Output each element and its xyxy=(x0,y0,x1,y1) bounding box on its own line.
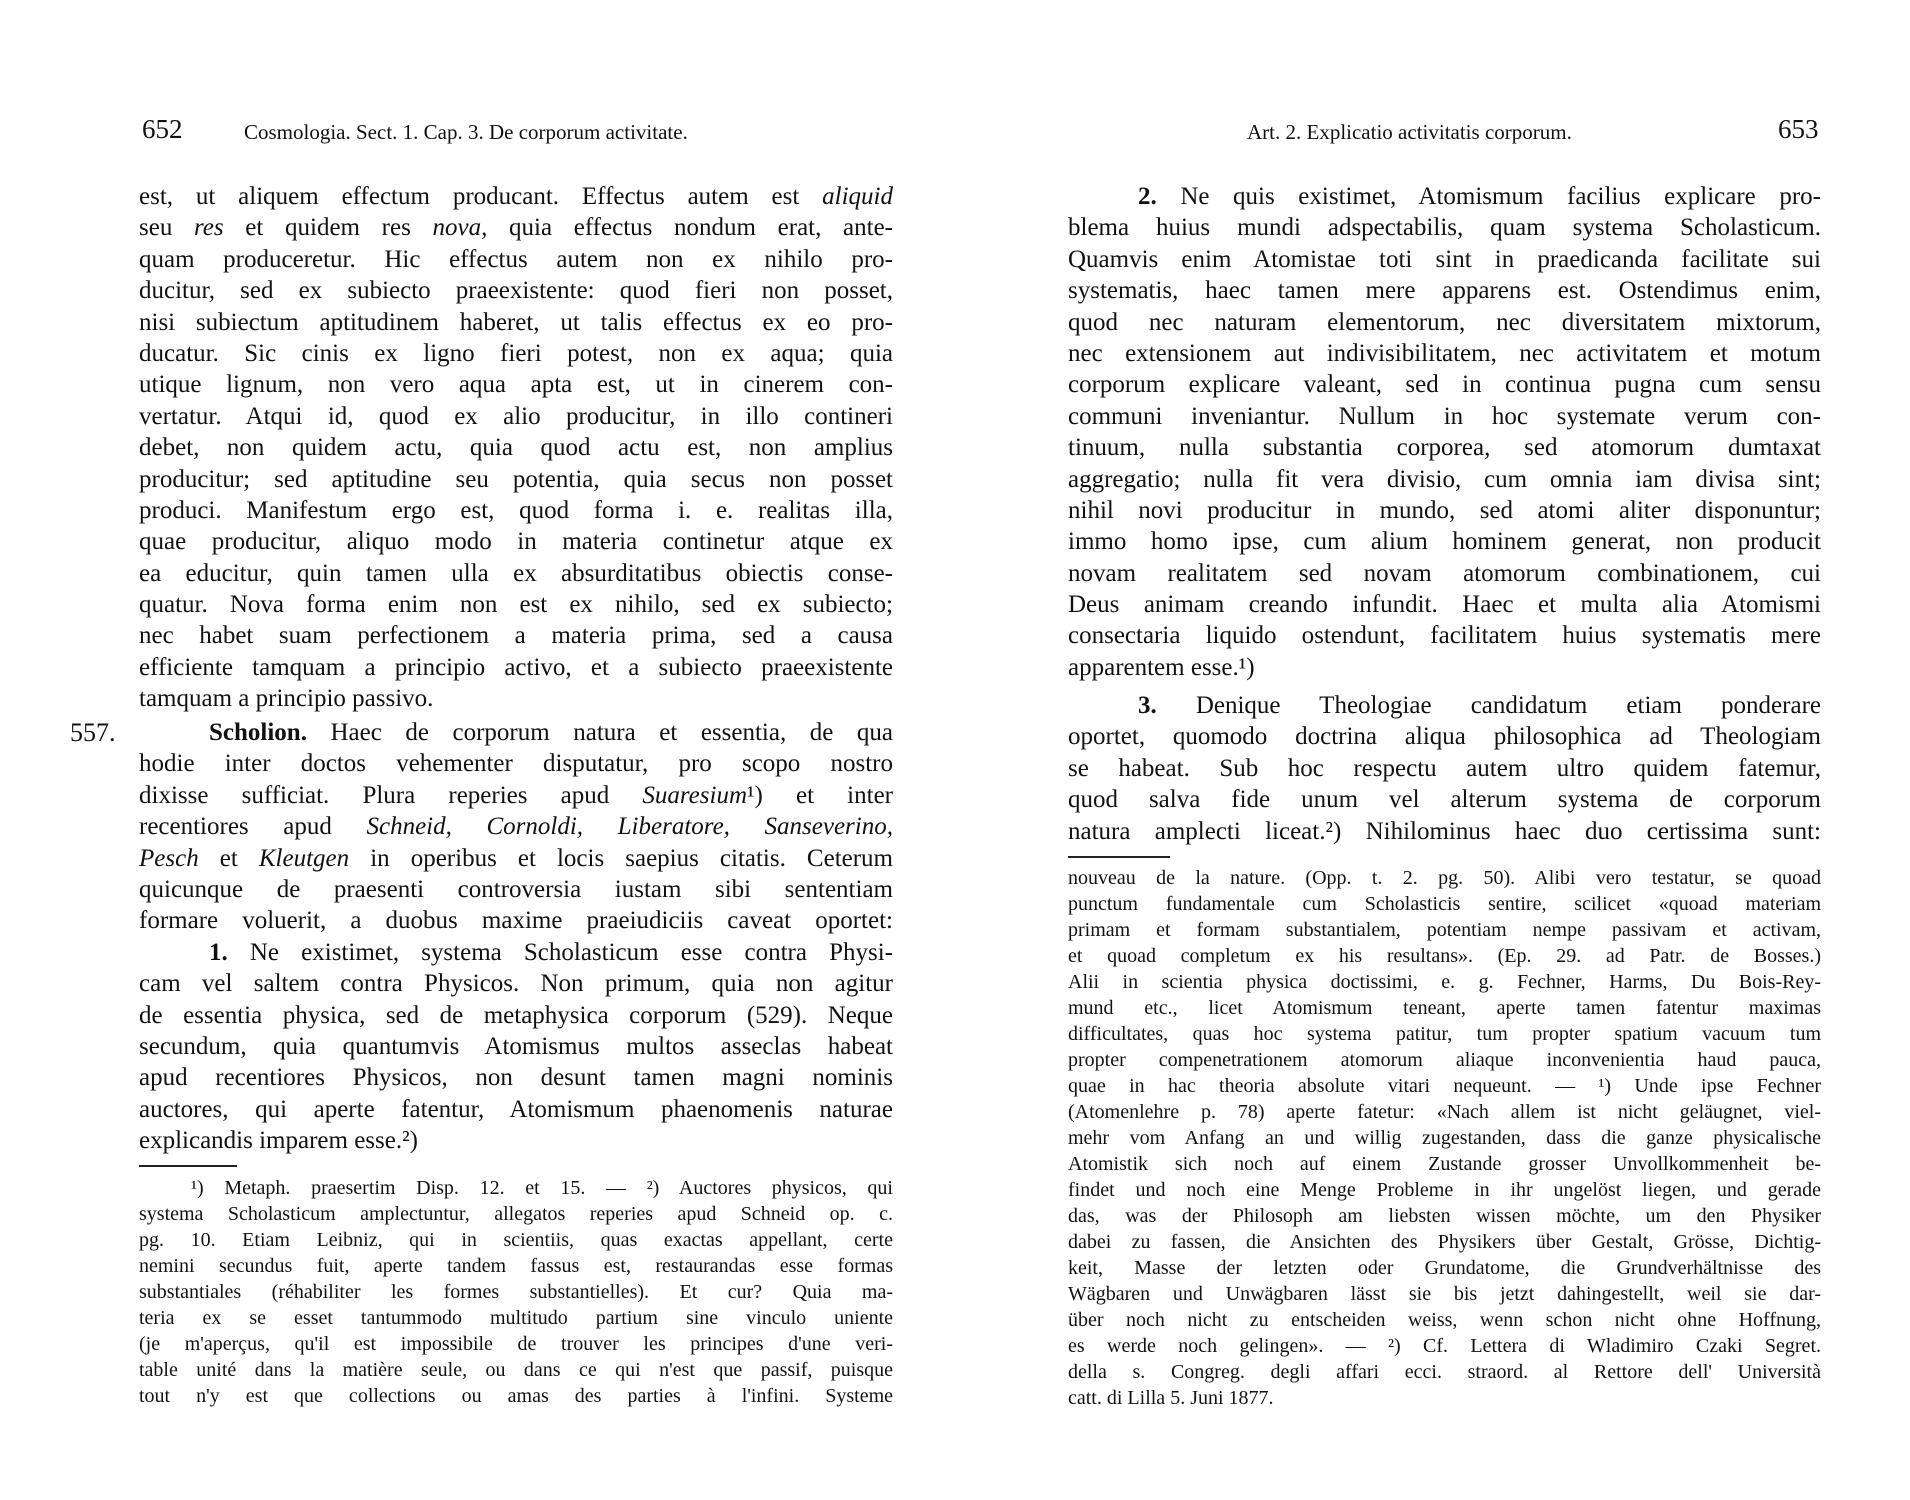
text-span: quae producitur, aliquo modo in materia continetur atque ex xyxy=(139,528,893,556)
text-line xyxy=(139,652,893,683)
text-line xyxy=(1068,212,1821,243)
footnote-rule xyxy=(139,1165,237,1167)
text-line xyxy=(1068,652,1821,683)
text-span: Atomistik sich noch auf einem Zustande grosser Unvollkommenheit be- xyxy=(1068,1153,1821,1175)
text-line xyxy=(139,589,893,620)
bold-text: 1. xyxy=(209,938,228,966)
text-span: tinuum, nulla substantia corporea, sed atomorum dumtaxat xyxy=(1068,434,1821,462)
text-span: secundum, quia quantumvis Atomismus multos asseclas habeat xyxy=(139,1032,893,1060)
text-span: et quidem res xyxy=(223,214,433,242)
text-span: della s. Congreg. degli affari ecci. straord. al Rettore dell' Università xyxy=(1068,1361,1821,1383)
text-line xyxy=(1068,275,1821,306)
text-span: corporum explicare valeant, sed in continua pugna cum sensu xyxy=(1068,371,1821,399)
text-span: pg. 10. Etiam Leibniz, qui in scientiis, quas exactas appellant, certe xyxy=(139,1229,893,1251)
text-span: hodie inter doctos vehementer disputatur, pro scopo nostro xyxy=(139,750,893,778)
text-line xyxy=(1068,865,1821,891)
text-span: systematis, haec tamen mere apparens est. Ostendimus enim, xyxy=(1068,277,1821,305)
margin-paragraph-number: 557. xyxy=(70,718,116,747)
text-span: quod nec naturam elementorum, nec diversitatem mixtorum, xyxy=(1068,308,1821,336)
text-line xyxy=(1068,307,1821,338)
text-line xyxy=(1068,816,1821,847)
text-line xyxy=(1068,891,1821,917)
text-line xyxy=(1068,1307,1821,1333)
text-line xyxy=(139,683,893,714)
text-line xyxy=(1068,1073,1821,1099)
text-span: Deus animam creando infundit. Haec et multa alia Atomismi xyxy=(1068,591,1821,619)
text-span: dixisse sufficiat. Plura reperies apud xyxy=(139,781,643,809)
bold-text: 3. xyxy=(1138,692,1157,719)
text-span: quae in hac theoria absolute vitari nequeunt. — ¹) Unde ipse Fechner xyxy=(1068,1075,1821,1097)
bold-text: Scholion. xyxy=(209,719,307,746)
text-line xyxy=(139,1253,893,1279)
body-text xyxy=(1068,181,1821,683)
page-number: 653 xyxy=(1778,114,1819,144)
text-line xyxy=(1068,917,1821,943)
text-span: table unité dans la matière seule, ou dans ce qui n'est que passif, puisque xyxy=(139,1359,893,1381)
text-span: es werde noch gelingen». — ²) Cf. Lettera di Wladimiro Czaki Segret. xyxy=(1068,1335,1821,1357)
text-span: tamquam a principio passivo. xyxy=(139,685,434,713)
body-text xyxy=(139,717,893,1156)
text-line xyxy=(1068,1229,1821,1255)
text-span: Ne quis existimet, Atomismum facilius explicare pro- xyxy=(1156,183,1821,210)
text-span: quatur. Nova forma enim non est ex nihilo, sed ex subiecto; xyxy=(139,591,893,619)
text-span: apud recentiores Physicos, non desunt tamen magni nominis xyxy=(139,1064,893,1092)
text-span: blema huius mundi adspectabilis, quam systema Scholasticum. xyxy=(1068,214,1821,242)
text-line xyxy=(139,526,893,557)
text-span: propter compenetrationem atomorum aliaque inconvenientia haud pauca, xyxy=(1068,1049,1821,1071)
text-span: keit, Masse der letzten oder Grundatome, die Grundverhältnisse des xyxy=(1068,1257,1821,1279)
text-span: ¹) Metaph. praesertim Disp. 12. et 15. — ²) Auctores physicos, qui xyxy=(191,1177,893,1199)
running-head: Cosmologia. Sect. 1. Cap. 3. De corporum activitate. xyxy=(244,120,688,144)
italic-text: Kleutgen xyxy=(258,844,350,872)
text-span: formare voluerit, a duobus maxime praeiudiciis caveat oportet: xyxy=(139,907,893,935)
text-line xyxy=(139,1125,893,1156)
text-span: Haec de corporum natura et essentia, de qua xyxy=(306,719,893,746)
text-line xyxy=(139,307,893,338)
text-span: communi inveniantur. Nullum in hoc systemate verum con- xyxy=(1068,402,1821,430)
text-line xyxy=(1068,369,1821,400)
text-line xyxy=(1068,1255,1821,1281)
text-line xyxy=(139,338,893,369)
text-line xyxy=(139,1000,893,1031)
text-line xyxy=(1068,690,1821,721)
text-line xyxy=(1068,495,1821,526)
text-line xyxy=(1068,526,1821,557)
text-line xyxy=(139,369,893,400)
text-line xyxy=(1068,1333,1821,1359)
text-line xyxy=(139,401,893,432)
italic-text: nova, xyxy=(432,214,488,242)
text-span: seu xyxy=(139,214,194,242)
text-line xyxy=(139,1383,893,1409)
text-line xyxy=(1068,721,1821,752)
text-line xyxy=(1068,620,1821,651)
text-span: quicunque de praesenti controversia iustam sibi sententiam xyxy=(139,875,893,903)
text-line xyxy=(1068,969,1821,995)
text-span: difficultates, quas hoc systema patitur, tum propter spatium vacuum tum xyxy=(1068,1023,1821,1045)
text-span: ¹) et inter xyxy=(747,781,893,809)
text-span: tout n'y est que collections ou amas des parties à l'infini. Systeme xyxy=(139,1385,893,1407)
text-span: mehr vom Anfang an und willig zugestanden, dass die ganze physicalische xyxy=(1068,1127,1821,1149)
text-span: nihil novi producitur in mundo, sed atomi aliter disponuntur; xyxy=(1068,496,1821,524)
text-span: Ne existimet, systema Scholasticum esse contra Physi- xyxy=(227,938,893,966)
text-line xyxy=(139,874,893,905)
text-span: in operibus et locis saepius citatis. Ceterum xyxy=(349,844,893,872)
text-line xyxy=(139,464,893,495)
text-span: Quamvis enim Atomistae toti sint in praedicanda facilitate sui xyxy=(1068,245,1821,273)
text-line xyxy=(139,212,893,243)
text-span: catt. di Lilla 5. Juni 1877. xyxy=(1068,1387,1274,1409)
text-line xyxy=(1068,558,1821,589)
bold-text: 2. xyxy=(1138,183,1157,210)
text-line xyxy=(1068,1047,1821,1073)
text-span: se habeat. Sub hoc respectu autem ultro quidem fatemur, xyxy=(1068,754,1821,782)
text-span: Wägbaren und Unwägbaren lässt sie bis jetzt dahingestellt, weil sie dar- xyxy=(1068,1283,1821,1305)
italic-text: Suaresium xyxy=(642,781,748,809)
text-span: nec extensionem aut indivisibilitatem, nec activitatem et motum xyxy=(1068,339,1821,367)
text-span: est, ut aliquem effectum producant. Effectus autem est xyxy=(139,183,823,210)
text-line xyxy=(139,1357,893,1383)
text-span: über noch nicht zu entscheiden weiss, wenn schon nicht ohne Hoffnung, xyxy=(1068,1309,1821,1331)
text-line xyxy=(139,1305,893,1331)
text-line xyxy=(139,1175,893,1201)
italic-text: Schneid, Cornoldi, Liberatore, Sanseverino, xyxy=(366,813,893,841)
text-line xyxy=(139,968,893,999)
text-span: Denique Theologiae candidatum etiam ponderare xyxy=(1156,692,1821,719)
body-text xyxy=(139,181,893,715)
text-span: de essentia physica, sed de metaphysica corporum (529). Neque xyxy=(139,1001,893,1029)
text-span: Alii in scientia physica doctissimi, e. g. Fechner, Harms, Du Bois-Rey- xyxy=(1068,971,1821,993)
text-span: (Atomenlehre p. 78) aperte fatetur: «Nach allem ist nicht geläugnet, viel- xyxy=(1068,1101,1821,1123)
text-line xyxy=(1068,995,1821,1021)
text-line xyxy=(139,937,893,968)
text-span: et xyxy=(198,844,259,872)
text-line xyxy=(139,843,893,874)
text-line xyxy=(1068,464,1821,495)
text-span: explicandis imparem esse.²) xyxy=(139,1127,418,1155)
text-span: producitur; sed aptitudine seu potentia, quia secus non posset xyxy=(139,465,893,493)
text-line xyxy=(1068,181,1821,212)
text-span: debet, non quidem actu, quia quod actu est, non amplius xyxy=(139,434,893,462)
text-line xyxy=(139,1279,893,1305)
text-span: (je m'aperçus, qu'il est impossibile de trouver les principes d'une veri- xyxy=(139,1333,893,1355)
text-span: dabei zu fassen, die Ansichten des Physikers über Gestalt, Grösse, Dichtig- xyxy=(1068,1231,1821,1253)
text-line xyxy=(1068,1125,1821,1151)
text-line xyxy=(139,1331,893,1357)
text-span: et quoad completum ex his resultans». (Ep. 29. ad Patr. de Bosses.) xyxy=(1068,945,1821,967)
text-line xyxy=(1068,1359,1821,1385)
text-span: das, was der Philosoph am liebsten wissen möchte, um den Physiker xyxy=(1068,1205,1821,1227)
text-span: natura amplecti liceat.²) Nihilominus haec duo certissima sunt: xyxy=(1068,817,1821,845)
text-span: systema Scholasticum amplectuntur, allegatos reperies apud Schneid op. c. xyxy=(139,1203,893,1225)
text-span: recentiores apud xyxy=(139,813,367,841)
text-line xyxy=(139,1094,893,1125)
text-line xyxy=(1068,1151,1821,1177)
text-span: punctum fundamentale cum Scholasticis sentire, scilicet «quoad materiam xyxy=(1068,893,1821,915)
italic-text: res xyxy=(194,214,224,242)
text-line xyxy=(139,717,893,748)
text-line xyxy=(139,181,893,212)
text-line xyxy=(139,811,893,842)
text-span: ducatur. Sic cinis ex ligno fieri potest, non ex aqua; quia xyxy=(139,339,893,367)
footnotes xyxy=(139,1175,893,1409)
text-span: apparentem esse.¹) xyxy=(1068,653,1255,681)
text-span: aggregatio; nulla fit vera divisio, cum omnia iam divisa sint; xyxy=(1068,465,1821,493)
text-line xyxy=(139,620,893,651)
body-text xyxy=(1068,690,1821,847)
text-span: quia effectus nondum erat, ante- xyxy=(487,214,893,242)
text-line xyxy=(139,748,893,779)
text-line xyxy=(139,1201,893,1227)
footnote-rule xyxy=(1068,856,1170,858)
text-span: produci. Manifestum ergo est, quod forma i. e. realitas illa, xyxy=(139,496,893,524)
text-span: cam vel saltem contra Physicos. Non primum, quia non agitur xyxy=(139,970,893,998)
running-head: Art. 2. Explicatio activitatis corporum. xyxy=(1247,120,1572,144)
text-span: quod salva fide unum vel alterum systema de corporum xyxy=(1068,786,1821,814)
text-line xyxy=(1068,589,1821,620)
text-line xyxy=(1068,244,1821,275)
text-span: ea educitur, quin tamen ulla ex absurditatibus obiectis conse- xyxy=(139,559,893,587)
text-line xyxy=(1068,401,1821,432)
text-span: mund etc., licet Atomismum teneant, aperte tamen fatentur maximas xyxy=(1068,997,1821,1019)
text-line xyxy=(1068,1177,1821,1203)
text-line xyxy=(139,1062,893,1093)
text-line xyxy=(139,244,893,275)
italic-text: Pesch xyxy=(139,844,199,872)
text-span: novam realitatem sed novam atomorum combinationem, cui xyxy=(1068,559,1821,587)
text-line xyxy=(1068,1385,1821,1411)
text-span: substantiales (réhabiliter les formes substantielles). Et cur? Quia ma- xyxy=(139,1281,893,1303)
text-line xyxy=(139,558,893,589)
text-span: immo homo ipse, cum alium hominem generat, non producit xyxy=(1068,528,1821,556)
text-span: utique lignum, non vero aqua apta est, ut in cinerem con- xyxy=(139,371,893,399)
text-span: findet und noch eine Menge Probleme in ihr ungelöst liegen, und gerade xyxy=(1068,1179,1821,1201)
text-line xyxy=(139,432,893,463)
text-span: quam produceretur. Hic effectus autem non ex nihilo pro- xyxy=(139,245,893,273)
text-line xyxy=(139,1227,893,1253)
text-line xyxy=(139,275,893,306)
text-line xyxy=(1068,1021,1821,1047)
text-line xyxy=(1068,753,1821,784)
text-line xyxy=(1068,432,1821,463)
text-line xyxy=(1068,1281,1821,1307)
text-line xyxy=(139,1031,893,1062)
text-line xyxy=(139,905,893,936)
text-span: teria ex se esset tantummodo multitudo partium sine vinculo uniente xyxy=(139,1307,893,1329)
italic-text: aliquid xyxy=(822,183,893,210)
text-span: nemini secundus fuit, aperte tandem fassus est, restaurandas esse formas xyxy=(139,1255,893,1277)
text-span: consectaria liquido ostendunt, facilitatem huius systematis mere xyxy=(1068,622,1821,650)
text-span: ducitur, sed ex subiecto praeexistente: quod fieri non posset, xyxy=(139,277,893,305)
text-line xyxy=(1068,1099,1821,1125)
text-span: primam et formam substantialem, potentiam nempe passivam et activam, xyxy=(1068,919,1821,941)
text-span: auctores, qui aperte fatentur, Atomismum phaenomenis naturae xyxy=(139,1095,893,1123)
text-line xyxy=(139,495,893,526)
text-line xyxy=(1068,1203,1821,1229)
text-line xyxy=(1068,943,1821,969)
text-span: vertatur. Atqui id, quod ex alio producitur, in illo contineri xyxy=(139,402,893,430)
text-span: efficiente tamquam a principio activo, et a subiecto praeexistente xyxy=(139,653,893,681)
text-span: nec habet suam perfectionem a materia prima, sed a causa xyxy=(139,622,893,650)
text-span: nouveau de la nature. (Opp. t. 2. pg. 50). Alibi vero testatur, se quoad xyxy=(1068,867,1821,889)
text-span: nisi subiectum aptitudinem haberet, ut talis effectus ex eo pro- xyxy=(139,308,893,336)
text-line xyxy=(139,780,893,811)
text-line xyxy=(1068,338,1821,369)
footnotes xyxy=(1068,865,1821,1411)
page-number: 652 xyxy=(142,114,183,144)
text-span: oportet, quomodo doctrina aliqua philosophica ad Theologiam xyxy=(1068,723,1821,751)
text-line xyxy=(1068,784,1821,815)
